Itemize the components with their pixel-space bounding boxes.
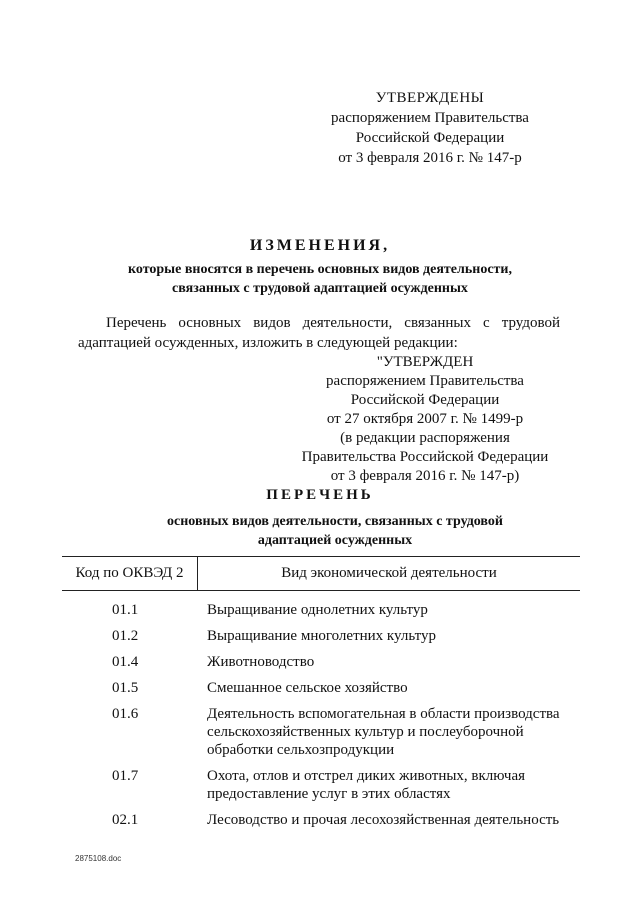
table-row [62, 601, 580, 619]
subtitle-line-2: связанных с трудовой адаптацией осужденных [172, 281, 468, 296]
approval-block [300, 88, 560, 168]
column-header-activity: Вид экономической деятельности [281, 565, 497, 581]
table-row [62, 679, 580, 697]
activity-description [172, 705, 577, 759]
table-row [62, 705, 580, 759]
okved-code: 01.7 [112, 768, 139, 784]
activity-description-line: Лесоводство и прочая лесохозяйственная деятельность [207, 812, 560, 828]
table-row [62, 627, 580, 645]
document-title: ИЗМЕНЕНИЯ, [249, 237, 391, 254]
column-header-code: Код по ОКВЭД 2 [62, 557, 198, 590]
table-row [62, 653, 580, 671]
activity-description [172, 601, 577, 619]
approval2-line-4: (в редакции распоряжения [340, 430, 510, 446]
activity-description [172, 811, 577, 829]
intro-paragraph [78, 313, 560, 353]
intro-text: Перечень основных видов деятельности, связанных с трудовой адаптацией осужденных, изложить в следующей редакции: [78, 315, 560, 351]
activity-description [172, 679, 577, 697]
activity-description-line: Смешанное сельское хозяйство [207, 680, 408, 696]
document-subtitle [100, 260, 540, 298]
okved-code: 01.5 [112, 680, 139, 696]
activity-description-line: предоставление услуг в этих областях [207, 786, 451, 802]
okved-code: 01.1 [112, 602, 139, 618]
approval-title: УТВЕРЖДЕНЫ [375, 90, 485, 106]
activity-description-line: Выращивание однолетних культур [207, 602, 428, 618]
activity-description-line: Охота, отлов и отстрел диких животных, включая [207, 768, 526, 784]
table-row [62, 811, 580, 829]
okved-code: 01.2 [112, 628, 139, 644]
approval-line-1: распоряжением Правительства [331, 110, 529, 126]
activity-description [172, 653, 577, 671]
approval2-line-3: от 27 октября 2007 г. № 1499-р [326, 411, 524, 427]
list-subtitle [130, 512, 540, 550]
activity-description-line: Деятельность вспомогательная в области производства [207, 706, 560, 722]
activity-description [172, 627, 577, 645]
table-row [62, 767, 580, 803]
activity-table-body [62, 601, 580, 837]
list-subtitle-line-1: основных видов деятельности, связанных с трудовой [167, 514, 503, 529]
approval-block-2 [290, 353, 560, 486]
approval2-line-2: Российской Федерации [350, 392, 500, 408]
activity-description-line: сельскохозяйственных культур и послеуборочной [207, 724, 524, 740]
activity-description-line: Выращивание многолетних культур [207, 628, 436, 644]
activity-description-line: обработки сельхозпродукции [207, 742, 395, 758]
okved-code: 01.4 [112, 654, 139, 670]
approval-line-3: от 3 февраля 2016 г. № 147-р [338, 150, 522, 166]
table-header [62, 556, 580, 591]
document-file-code: 2875108.doc [75, 854, 122, 863]
activity-description-line: Животноводство [207, 654, 315, 670]
okved-code: 01.6 [112, 706, 139, 722]
approval2-line-1: распоряжением Правительства [326, 373, 524, 389]
approval-line-2: Российской Федерации [355, 130, 505, 146]
activity-description [172, 767, 577, 803]
okved-code: 02.1 [112, 812, 139, 828]
approval2-line-6: от 3 февраля 2016 г. № 147-р) [330, 468, 520, 484]
list-subtitle-line-2: адаптацией осужденных [257, 533, 413, 548]
approval2-title: "УТВЕРЖДЕН [376, 354, 474, 370]
subtitle-line-1: которые вносятся в перечень основных видов деятельности, [128, 262, 512, 277]
list-title: ПЕРЕЧЕНЬ [266, 487, 374, 503]
approval2-line-5: Правительства Российской Федерации [301, 449, 549, 465]
